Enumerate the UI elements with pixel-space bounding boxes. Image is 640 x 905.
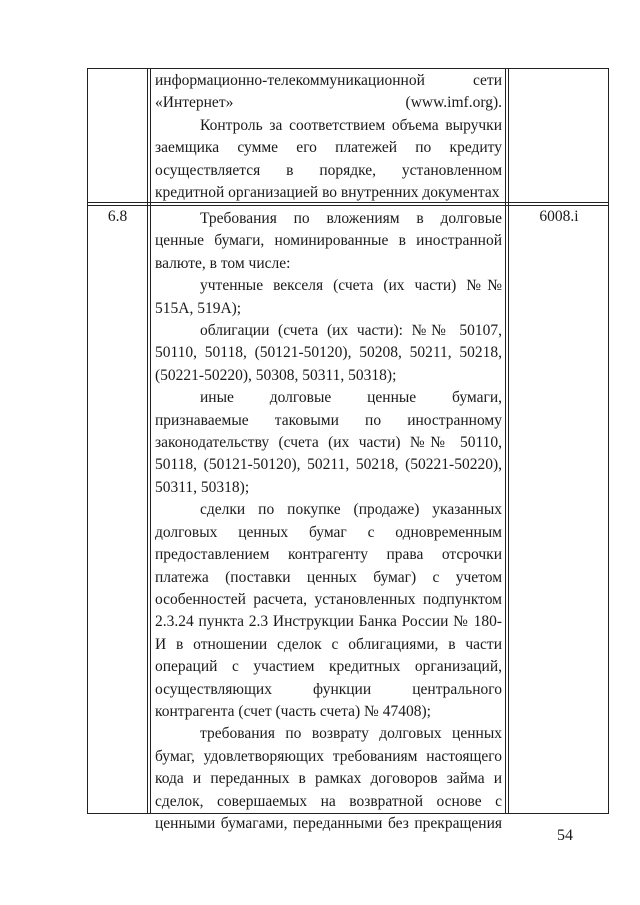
column-divider: [150, 69, 151, 813]
row-divider: [88, 205, 608, 206]
row-paragraph: облигации (счета (их части): №№ 50107, 50110, 50118, (50121-50120), 50208, 50211, 50218, (50221-50220), 50308, 50311, 50318);: [155, 322, 502, 384]
row-paragraph: требования по возврату долговых ценных бумаг, удовлетворяющих требованиям настоящего кода и переданных в рамках договоров займа и сделок, совершаемых на возвратной основе с ценными бумагами, переданными без прекращения: [155, 725, 502, 832]
row-paragraph: Требования по вложениям в долговые ценные бумаги, номинированные в иностранной валюте, в том числе:: [155, 210, 502, 272]
row-code: 6.8: [107, 208, 128, 225]
prev-row-text-cell: [155, 70, 502, 204]
column-divider: [505, 69, 506, 813]
page-number: 54: [557, 827, 573, 844]
row-description-cell: [155, 208, 502, 835]
prev-row-paragraph: Контроль за соответствием объема выручки заемщика сумме его платежей по кредиту осуществляется в порядке, установленном кредитной организацией во внутренних документах: [155, 116, 502, 202]
row-paragraph: сделки по покупке (продаже) указанных долговых ценных бумаг с одновременным предоставлением контрагенту права отсрочки платежа (поставки ценных бумаг) с учетом особенностей расчета, установленных подпунктом 2.3.24 пункта 2.3 Инструкции Банка России № 180-И в отношении сделок с облигациями, в части операций с участием кредитных организаций, осуществляющих функции центрального контрагента (счет (часть счета) № 47408);: [155, 501, 502, 720]
row-paragraph: учтенные векселя (счета (их части) №№ 515А, 519А);: [155, 277, 502, 317]
row-paragraph: иные долговые ценные бумаги, признаваемые таковыми по иностранному законодательству (счета (их части) №№ 50110, 50118, (50121-50120), 50211, 50218, (50221-50220), 50311, 50318);: [155, 389, 502, 496]
document-table: [87, 68, 609, 832]
row-account-symbol: 6008.i: [539, 208, 579, 225]
column-divider: [147, 69, 148, 813]
column-divider: [508, 69, 509, 813]
prev-row-paragraph: информационно-телекоммуникационной сети «Интернет» (www.imf.org).: [155, 72, 502, 112]
